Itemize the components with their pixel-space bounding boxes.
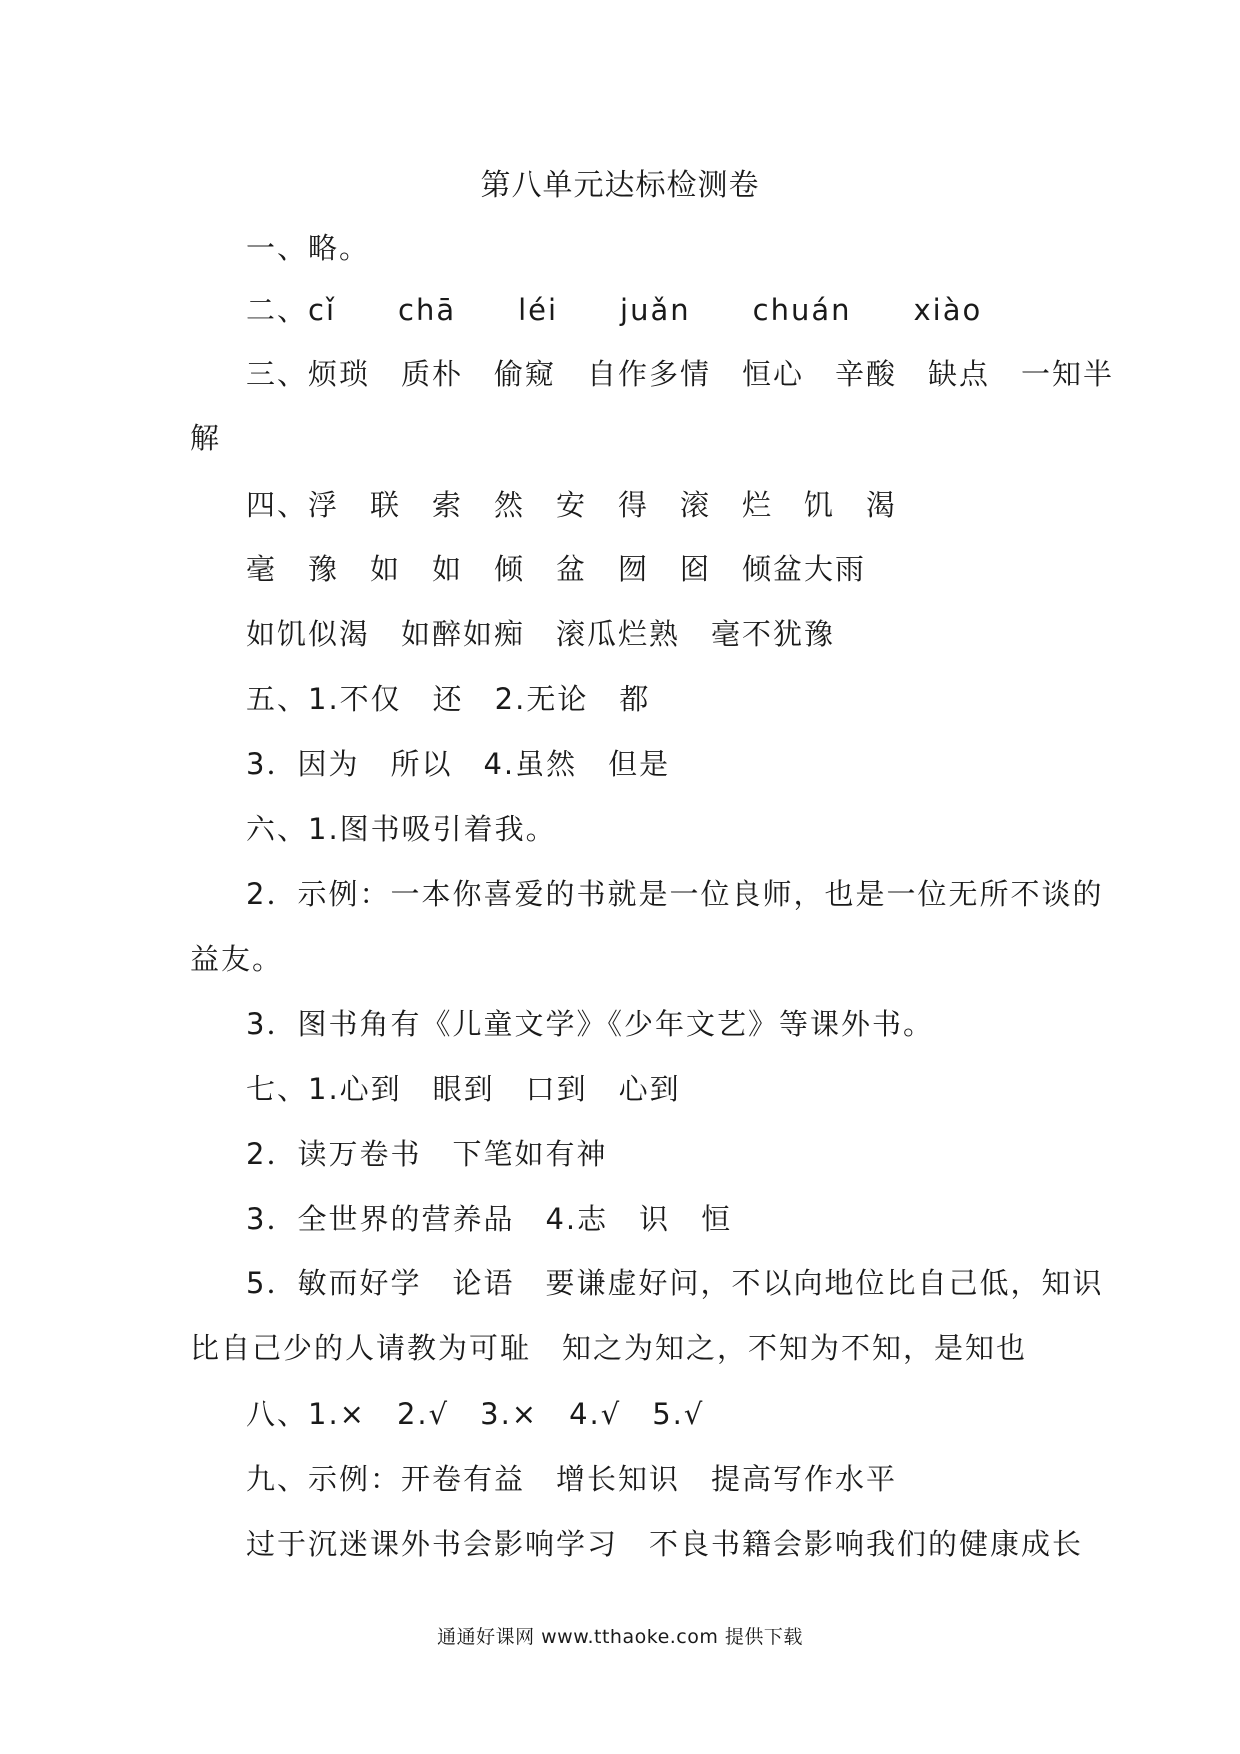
answer-line-3-cont: 解	[190, 421, 222, 455]
answer-line-5: 五、1.不仅 还 2.无论 都	[246, 682, 651, 716]
answer-line-3: 三、烦琐 质朴 偷窥 自作多情 恒心 辛酸 缺点 一知半	[246, 357, 1115, 391]
answer-line-6b-cont: 益友。	[190, 942, 284, 976]
answer-line-7c: 3．全世界的营养品 4.志 识 恒	[246, 1202, 733, 1236]
page-footer: 通通好课网 www.tthaoke.com 提供下载	[437, 1626, 803, 1648]
answer-line-7b: 2．读万卷书 下笔如有神	[246, 1137, 608, 1171]
answer-line-6c: 3．图书角有《儿童文学》《少年文艺》等课外书。	[246, 1007, 934, 1041]
answer-line-1: 一、略。	[246, 231, 371, 265]
answer-line-2: 二、cǐ chā léi juǎn chuán xiào	[246, 293, 983, 327]
answer-line-6: 六、1.图书吸引着我。	[246, 812, 557, 846]
answer-line-6b: 2．示例：一本你喜爱的书就是一位良师，也是一位无所不谈的	[246, 877, 1104, 911]
answer-line-4b: 毫 豫 如 如 倾 盆 囫 囵 倾盆大雨	[246, 552, 867, 586]
answer-line-8: 八、1.× 2.√ 3.× 4.√ 5.√	[246, 1397, 705, 1431]
page-title: 第八单元达标检测卷	[480, 168, 760, 203]
answer-line-9b: 过于沉迷课外书会影响学习 不良书籍会影响我们的健康成长	[246, 1527, 1084, 1561]
answer-line-4c: 如饥似渴 如醉如痴 滚瓜烂熟 毫不犹豫	[246, 617, 836, 651]
answer-line-7d-cont: 比自己少的人请教为可耻 知之为知之，不知为不知，是知也	[190, 1331, 1028, 1365]
answer-line-4: 四、浮 联 索 然 安 得 滚 烂 饥 渴	[246, 488, 898, 522]
answer-line-7: 七、1.心到 眼到 口到 心到	[246, 1072, 681, 1106]
answer-line-7d: 5．敏而好学 论语 要谦虚好问，不以向地位比自己低，知识	[246, 1266, 1104, 1300]
answer-line-9: 九、示例：开卷有益 增长知识 提高写作水平	[246, 1462, 898, 1496]
answer-line-5b: 3．因为 所以 4.虽然 但是	[246, 747, 671, 781]
